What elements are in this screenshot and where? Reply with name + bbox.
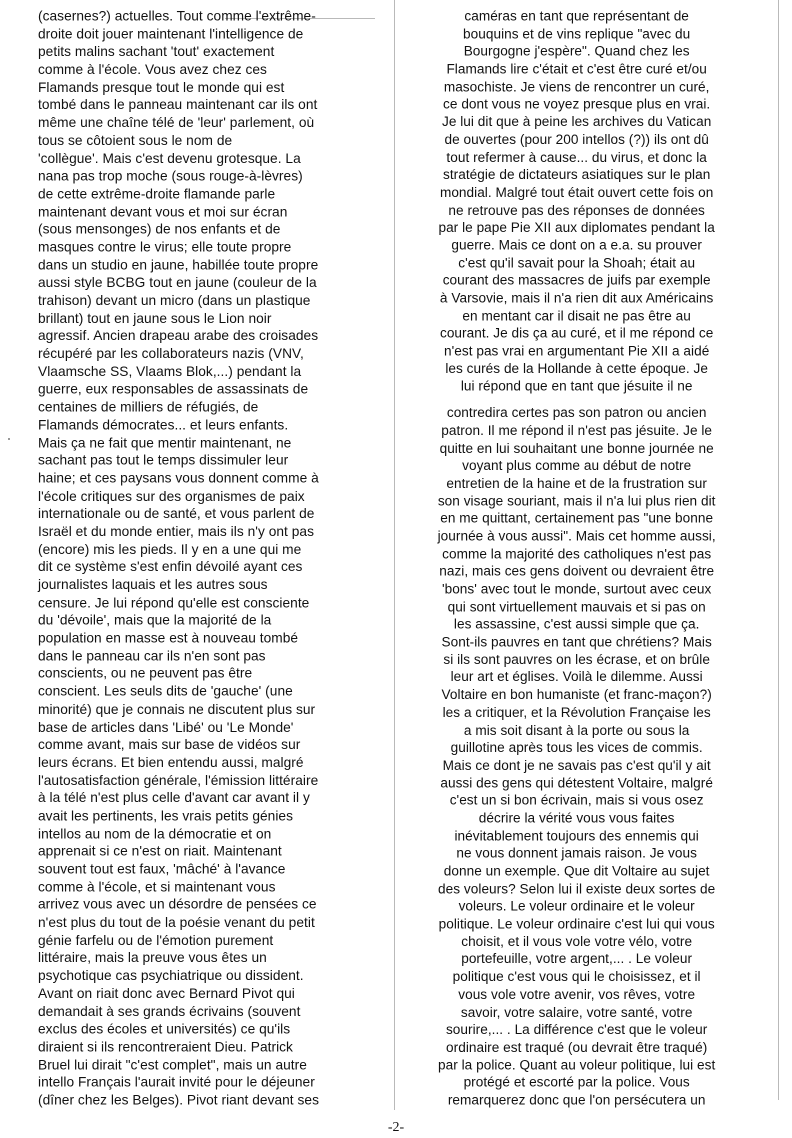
- text-line: à Varsovie, mais il n'a rien dit aux Américains: [439, 290, 714, 307]
- text-line: ordinaire est traqué (ou devrait être traqué): [446, 1040, 708, 1056]
- text-line: patron. Il me répond il n'est pas jésuite. Je le: [441, 423, 713, 439]
- text-line: dit ce système s'est enfin dévoilé ayant ces: [38, 559, 303, 576]
- text-line: sachant pas tout le temps dissimuler leur: [38, 453, 289, 469]
- text-line: Flamands presque tout le monde qui est: [38, 79, 285, 96]
- text-line: quitte en lui souhaitant une bonne journée ne: [439, 440, 714, 457]
- text-line: si ils sont pauvres on les écrase, et on brûle: [443, 652, 710, 668]
- text-line: diraient si ils rencontreraient Dieu. Patrick: [38, 1039, 293, 1055]
- text-line: haine; et ces paysans vous donnent comme à: [38, 470, 319, 487]
- text-line: intello Français l'aurait invité pour le déjeuner: [38, 1075, 315, 1091]
- text-line: à la télé n'est plus celle d'avant car avant il y: [38, 790, 310, 807]
- text-line: arrivez vous avec un désordre de pensées ce: [38, 897, 317, 913]
- text-line: masques contre le virus; elle toute propre: [38, 239, 292, 256]
- text-line: du 'dévoile', mais que la majorité de la: [38, 613, 272, 629]
- text-line: c'est qu'il savait pour la Shoah; était au: [458, 255, 696, 271]
- text-line: décrire la vérité vous vous faites: [478, 810, 675, 827]
- text-line: donne un exemple. Que dit Voltaire au sujet: [443, 863, 710, 880]
- text-line: trahison) devant un micro (dans un plastique: [38, 293, 311, 309]
- text-line: Voltaire en bon humaniste (et franc-maçon?): [441, 687, 712, 703]
- text-line: Bruel lui dirait "c'est complet", mais un autre: [38, 1057, 307, 1073]
- text-line: génie farfelu ou de l'émotion purement: [38, 932, 274, 949]
- text-line: internationale ou de santé, et vous parlent de: [38, 506, 315, 522]
- text-line: maintenant devant vous et moi sur écran: [38, 204, 288, 220]
- text-line: population en masse est à nouveau tombé: [38, 630, 299, 647]
- text-line: souvent tout est faux, 'mâché' à l'avance: [38, 861, 286, 878]
- text-line: courant. Je dis ça au curé, et il me répond ce: [439, 326, 714, 342]
- text-line: centaines de milliers de réfugiés, de: [38, 399, 259, 416]
- text-line: courant des massacres de juifs par exemple: [442, 273, 711, 289]
- text-line: l'école critiques sur des organismes de paix: [38, 488, 305, 505]
- text-line: tout refermer à cause... du virus, et donc la: [446, 149, 707, 166]
- text-line: agressif. Ancien drapeau arabe des croisades: [38, 328, 319, 345]
- text-line: conscients, ou ne peuvent pas être: [38, 666, 253, 682]
- text-line: leur art et églises. Voilà le dilemme. Aussi: [450, 669, 703, 686]
- text-line: mondial. Malgré tout était ouvert cette fois on: [439, 185, 714, 201]
- text-line: aussi style BCBG tout en jaune (couleur de la: [38, 275, 317, 291]
- text-line: contredira certes pas son patron ou ancien: [446, 405, 707, 421]
- text-line: Mais ce dont je ne savais pas c'est qu'il y ait: [442, 758, 711, 774]
- text-line: nana pas trop moche (sous rouge-à-lèvres): [38, 168, 303, 185]
- text-line: apprenait si ce n'est on riait. Maintenant: [38, 844, 282, 860]
- text-line: journée à vous aussi". Mais cet homme aussi,: [437, 528, 716, 545]
- text-line: récupéré par les collaborateurs nazis (VNV,: [38, 346, 304, 362]
- text-line: politique c'est vous qui le choisissez, et il: [452, 969, 701, 985]
- text-line: sourire,... . La différence c'est que le voleur: [445, 1022, 708, 1038]
- text-line: ne vous donnent jamais raison. Je vous: [456, 846, 697, 862]
- text-line: ce dont vous ne voyez presque plus en vrai.: [443, 97, 711, 113]
- text-line: dans le panneau car ils n'en sont pas: [38, 648, 266, 664]
- text-line: protégé et escorté par la police. Vous: [463, 1075, 690, 1091]
- text-line: c'est un si bon écrivain, mais si vous osez: [449, 793, 704, 809]
- text-line: tombé dans le panneau maintenant car ils ont: [38, 97, 318, 114]
- text-line: caméras en tant que représentant de: [464, 8, 689, 25]
- text-line: ne retrouve pas des réponses de données: [448, 202, 705, 218]
- text-line: petits malins sachant 'tout' exactement: [38, 44, 275, 60]
- column-divider: [394, 0, 395, 1110]
- text-line: brillant) tout en jaune sous le Lion noir: [38, 310, 272, 327]
- text-line: base de articles dans 'Libé' ou 'Le Monde': [38, 719, 294, 735]
- text-line: exclus des écoles et universités) ce qu'ils: [38, 1021, 291, 1038]
- text-line: droite doit jouer maintenant l'intelligence de: [38, 26, 304, 43]
- text-line: qui sont virtuellement mauvais et si pas on: [447, 599, 706, 615]
- text-line: les assassine, c'est aussi simple que ça.: [453, 617, 700, 633]
- text-line: guerre, eux responsables de assassinats de: [38, 382, 309, 398]
- text-line: a mis soit disant à la porte ou sous la: [463, 722, 690, 739]
- text-line: entretien de la haine et de la frustration sur: [446, 476, 707, 492]
- text-line: (dîner chez les Belges). Pivot riant devant ses: [38, 1092, 319, 1109]
- text-line: Mais ça ne fait que mentir maintenant, ne: [38, 435, 292, 451]
- right-text-column: [420, 8, 733, 1110]
- text-line: leurs écrans. Et bien entendu aussi, malgré: [38, 755, 304, 771]
- page-number: -2-: [387, 1120, 405, 1135]
- text-line: comme à l'école, et si maintenant vous: [38, 879, 276, 895]
- text-line: n'est pas vrai en argumentant Pie XII a aidé: [444, 343, 710, 359]
- scan-speck: [8, 438, 10, 440]
- text-line: Bourgogne j'espère". Quand chez les: [463, 44, 690, 60]
- text-line: Israël et du monde entier, mais ils n'y ont pas: [38, 524, 314, 540]
- text-line: n'est plus du tout de la poésie venant du petit: [38, 915, 315, 931]
- text-line: censure. Je lui répond qu'elle est consciente: [38, 595, 310, 611]
- text-line: dans un studio en jaune, habillée toute propre: [38, 257, 319, 274]
- text-line: les a critiquer, et la Révolution Française les: [442, 705, 711, 721]
- text-line: politique. Le voleur ordinaire c'est lui qui vous: [438, 916, 715, 932]
- text-line: nazi, mais ces gens doivent ou devraient être: [439, 564, 715, 580]
- text-line: en me quittant, certainement pas "une bonne: [440, 511, 714, 527]
- text-line: masochiste. Je viens de rencontrer un curé,: [443, 79, 710, 95]
- text-line: 'bons' avec tout le monde, surtout avec ceux: [441, 581, 712, 598]
- text-line: par la police. Quant au voleur politique, lui est: [438, 1057, 716, 1073]
- text-line: par le pape Pie XII aux diplomates pendant la: [438, 220, 715, 236]
- text-line: demandait à ses grands écrivains (souvent: [38, 1003, 301, 1020]
- text-line: de ouvertes (pour 200 intellos (?)) ils ont dû: [444, 132, 709, 148]
- text-line: Je lui dit que à peine les archives du Vatican: [441, 114, 712, 130]
- text-line: des voleurs? Selon lui il existe deux sortes de: [438, 881, 716, 897]
- text-line: comme la majorité des catholiques n'est pas: [442, 546, 712, 562]
- text-line: l'autosatisfaction générale, l'émission littéraire: [38, 772, 319, 789]
- text-line: remarquerez donc que l'on persécutera un: [447, 1092, 706, 1109]
- text-line: Vlaamsche SS, Vlaams Blok,...) pendant la: [38, 364, 302, 380]
- left-text-column: [38, 8, 336, 1110]
- text-line: bouquins et de vins replique "avec du: [463, 26, 691, 42]
- text-line: voleurs. Le voleur ordinaire et le voleur: [458, 899, 695, 915]
- text-line: inévitablement toujours des ennemis qui: [454, 828, 699, 844]
- text-line: voyant plus comme au début de notre: [462, 458, 692, 474]
- text-line: portefeuille, votre argent,... . Le voleur: [461, 951, 693, 968]
- text-line: (encore) mis les pieds. Il y en a une qui me: [38, 541, 302, 558]
- right-edge-line: [778, 0, 779, 1100]
- text-line: avait les pertinents, les vrais petits génies: [38, 808, 293, 824]
- text-line: savoir, votre salaire, votre santé, votre: [460, 1004, 693, 1021]
- text-line: guerre. Mais ce dont on a e.a. su prouver: [451, 238, 702, 254]
- text-line: tous se côtoient sous le nom de: [38, 133, 233, 149]
- text-line: 'collègue'. Mais c'est devenu grotesque. La: [38, 151, 301, 167]
- text-line: Flamands démocrates... et leurs enfants.: [38, 417, 289, 433]
- text-line: stratégie de dictateurs asiatiques sur le plan: [442, 167, 711, 183]
- text-line: de cette extrême-droite flamande parle: [38, 186, 276, 202]
- text-line: Flamands lire c'était et c'est être curé et/ou: [446, 61, 707, 77]
- text-line: guillotine après tous les vices de commis.: [450, 740, 703, 756]
- text-line: en mentant car il disait ne pas être au: [462, 308, 691, 324]
- text-line: (sous mensonges) de nos enfants et de: [38, 222, 281, 238]
- text-line: psychotique cas psychiatrique ou dissident.: [38, 968, 304, 984]
- text-line: lui répond que en tant que jésuite il ne: [460, 379, 693, 395]
- text-line: aussi des gens qui détestent Voltaire, malgré: [440, 775, 713, 791]
- text-line: minorité) que je connais ne discutent plus sur: [38, 701, 316, 718]
- column-gap: [420, 396, 733, 405]
- text-line: conscient. Les seuls dits de 'gauche' (une: [38, 684, 293, 700]
- text-line: vous vole votre avenir, vos rêves, votre: [458, 987, 696, 1003]
- text-line: même une chaîne télé de 'leur' parlement, où: [38, 115, 315, 131]
- text-line: son visage souriant, mais il n'a lui plus rien dit: [437, 493, 716, 509]
- text-line: Sont-ils pauvres en tant que chrétiens? Mais: [441, 634, 712, 650]
- text-line: choisit, et il vous vole votre vélo, votre: [461, 934, 693, 950]
- text-line: littéraire, mais la preuve vous êtes un: [38, 950, 267, 966]
- text-line: comme à l'école. Vous avez chez ces: [38, 62, 267, 78]
- text-line: les curés de la Hollande à cette époque. Je: [445, 361, 709, 377]
- text-line: journalistes laquais et les autres sous: [38, 577, 268, 593]
- text-line: (casernes?) actuelles. Tout comme l'extrême-: [38, 8, 316, 25]
- text-line: comme avant, mais sur base de vidéos sur: [38, 737, 301, 753]
- text-line: Avant on riait donc avec Bernard Pivot qui: [38, 986, 295, 1002]
- text-line: intellos au nom de la démocratie et on: [38, 826, 272, 842]
